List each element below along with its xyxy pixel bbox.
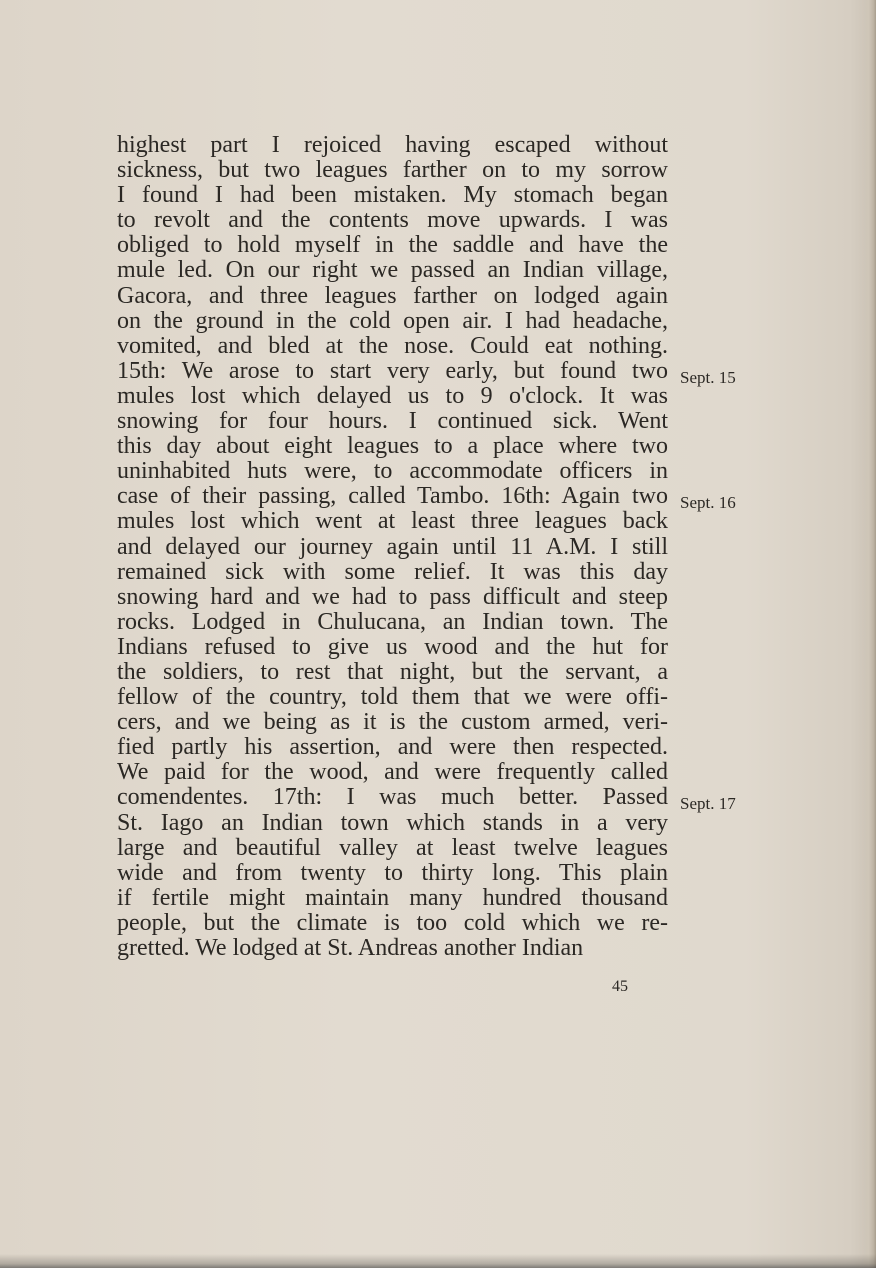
text-line: mules lost which went at least three leagues back [117, 508, 668, 535]
text-line: remained sick with some relief. It was this day [117, 558, 668, 585]
text-line: vomited, and bled at the nose. Could eat nothing. [117, 332, 668, 359]
text-line: highest part I rejoiced having escaped without [117, 132, 668, 158]
text-line: obliged to hold myself in the saddle and have the [117, 232, 668, 259]
text-line: case of their passing, called Tambo. 16th: Again two [117, 483, 668, 510]
text-line: the soldiers, to rest that night, but the servant, a [117, 658, 668, 685]
text-line: sickness, but two leagues farther on to my sorrow [117, 157, 668, 184]
text-line: uninhabited huts were, to accommodate officers in [117, 458, 668, 485]
text-line: wide and from twenty to thirty long. This plain [117, 859, 668, 886]
text-line: Gacora, and three leagues farther on lodged again [117, 282, 668, 309]
text-line: mule led. On our right we passed an Indian village, [117, 257, 668, 284]
text-line: this day about eight leagues to a place where two [117, 433, 668, 460]
page-number: 45 [612, 978, 628, 995]
margin-date-sept-16: Sept. 16 [680, 493, 736, 512]
text-line: cers, and we being as it is the custom armed, veri- [117, 709, 668, 736]
text-line: and delayed our journey again until 11 A.M. I still [117, 533, 668, 560]
text-line: 15th: We arose to start very early, but found two [117, 357, 668, 384]
text-line: rocks. Lodged in Chulucana, an Indian town. The [117, 608, 668, 635]
text-line: fied partly his assertion, and were then respected. [117, 734, 668, 761]
text-line: fellow of the country, told them that we were offi- [117, 684, 668, 711]
text-line: comendentes. 17th: I was much better. Passed [117, 784, 668, 811]
text-line: if fertile might maintain many hundred thousand [117, 884, 668, 911]
text-line: snowing for four hours. I continued sick. Went [117, 408, 668, 435]
margin-date-sept-17: Sept. 17 [680, 794, 736, 813]
body-text [117, 133, 668, 961]
text-line: on the ground in the cold open air. I had headache, [117, 307, 668, 334]
text-line: snowing hard and we had to pass difficult and steep [117, 583, 668, 610]
page-bottom-shadow [0, 1254, 876, 1268]
text-line: people, but the climate is too cold which we re- [117, 909, 668, 936]
page-edge-shadow [864, 0, 876, 1268]
text-line: mules lost which delayed us to 9 o'clock. It was [117, 382, 668, 409]
margin-date-sept-15: Sept. 15 [680, 368, 736, 387]
text-line: We paid for the wood, and were frequently called [117, 759, 668, 786]
text-line: gretted. We lodged at St. Andreas another Indian [117, 935, 584, 961]
text-line: St. Iago an Indian town which stands in a very [117, 809, 668, 836]
text-line: to revolt and the contents move upwards. I was [117, 207, 668, 234]
text-line: large and beautiful valley at least twelve leagues [117, 834, 668, 861]
text-line: Indians refused to give us wood and the hut for [117, 633, 668, 660]
text-line: I found I had been mistaken. My stomach began [117, 182, 668, 209]
